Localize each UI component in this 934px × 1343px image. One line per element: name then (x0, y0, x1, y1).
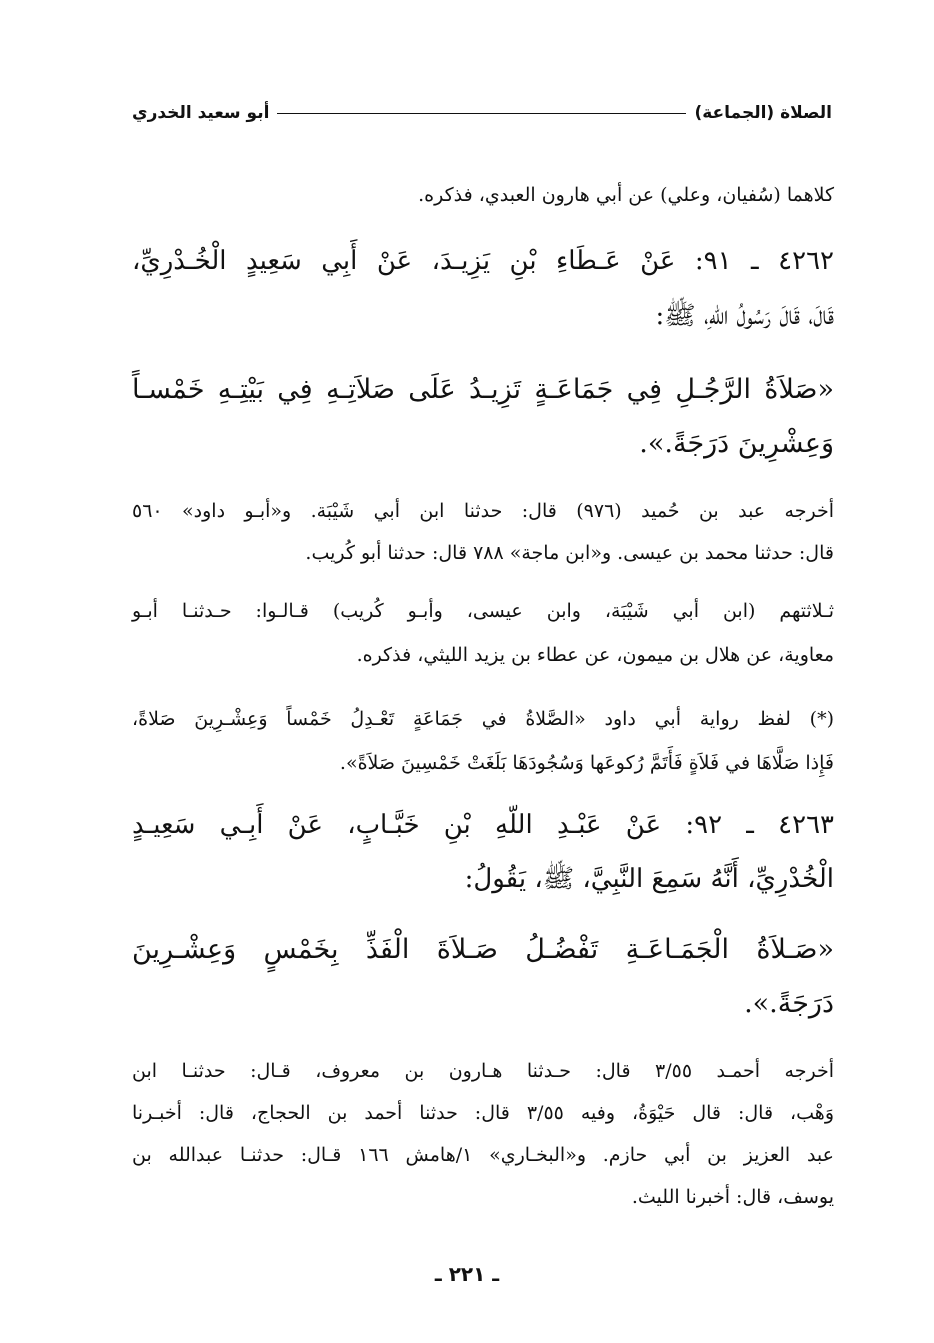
hadith-4262-text: «صَلاَةُ الرَّجُـلِ فِي جَمَاعَـةٍ تَزِيـدُ عَلَى صَلاَتِـهِ فِي بَيْتِـهِ خَمْسـاً (132, 374, 834, 405)
hadith-4262-heading-cont: قَالَ، قَالَ رَسُولُ اللّهِ، ﷺ: (655, 301, 834, 331)
takhrij-4263-line-2: وَهْب، قال: قال حَيْوَةُ، وفيه ٣/٥٥ قال: حدثنا أحمد بن الحجاج، قال: أخبـرنا (132, 1102, 834, 1124)
transmission-line: كلاهما (سُفيان، وعلي) عن أبي هارون العبدي، فذكره. (418, 184, 834, 206)
hadith-4263-text: «صَـلاَةُ الْجَمَـاعَـةِ تَفْضُـلُ صَـلاَةَ الْفَذِّ بِخَمْسٍ وَعِشْـرِينَ (132, 934, 834, 965)
page-number: ـ ٢٢١ ـ (434, 1262, 500, 1286)
hadith-4263-heading: ٤٢٦٣ ـ ٩٢: عَنْ عَبْـدِ اللّهِ بْنِ خَبَّـابٍ، عَنْ أَبِـي سَعِيـدٍ (132, 810, 834, 840)
takhrij-4262-line-1: أخرجه عبد بن حُميد (٩٧٦) قال: حدثنا ابن أبي شَيْبَة. و«أبـو داود» ٥٦٠ (132, 500, 834, 522)
hadith-4263-text-cont: دَرَجَةً.». (744, 988, 834, 1019)
takhrij-4263-line-1: أخرجه أحمـد ٣/٥٥ قال: حـدثنا هـارون بن معروف، قـال: حدثنـا ابن (132, 1060, 834, 1082)
hadith-4262-heading: ٤٢٦٢ ـ ٩١: عَنْ عَـطَاءِ بْنِ يَزِيـدَ، عَنْ أَبِي سَعِيدٍ الْخُـدْرِيِّ، (132, 246, 834, 276)
takhrij-4263-line-3: عبد العزيز بن أبي حازم. و«البخـاري» ١/هامش ١٦٦ قـال: حدثنـا عبدالله بن (132, 1144, 834, 1166)
header-rule (277, 113, 686, 114)
running-header (132, 96, 832, 130)
takhrij-4263-line-4: يوسف، قال: أخبرنا الليث. (631, 1186, 834, 1208)
footnote-line-2: فَإِذا صَلَّاهَا في فَلاَةٍ فَأَتَمَّ رُكوعَها وَسُجُودَهَا بَلَغَتْ خَمْسِينَ صَلاَةً». (339, 752, 834, 774)
takhrij-4262-line-4: معاوية، عن هلال بن ميمون، عن عطاء بن يزيد الليثي، فذكره. (356, 644, 834, 666)
hadith-4262-text-cont: وَعِشْرِينَ دَرَجَةً.». (639, 428, 834, 459)
footnote-line-1: (*) لفظ رواية أبي داود «الصَّلاةُ في جَمَاعَةٍ تَعْـدِلُ خَمْساً وَعِشْـرِينَ صَلاةً، (132, 708, 834, 730)
narrator-title: أبو سعيد الخدري (132, 103, 270, 123)
takhrij-4262-line-2: قال: حدثنا محمد بن عيسى. و«ابن ماجة» ٧٨٨ قال: حدثنا أبو كُريب. (305, 542, 834, 564)
chapter-title: الصلاة (الجماعة) (694, 103, 832, 123)
takhrij-4262-line-3: ثـلاثتهم (ابن أبي شَيْبَة، وابن عيسى، وأبـو كُريب) قـالـوا: حـدثنـا أبـو (132, 600, 834, 622)
hadith-4263-heading-cont: الْخُدْرِيِّ، أَنَّهُ سَمِعَ النَّبِيَّ، ﷺ، يَقُولُ: (464, 864, 834, 894)
